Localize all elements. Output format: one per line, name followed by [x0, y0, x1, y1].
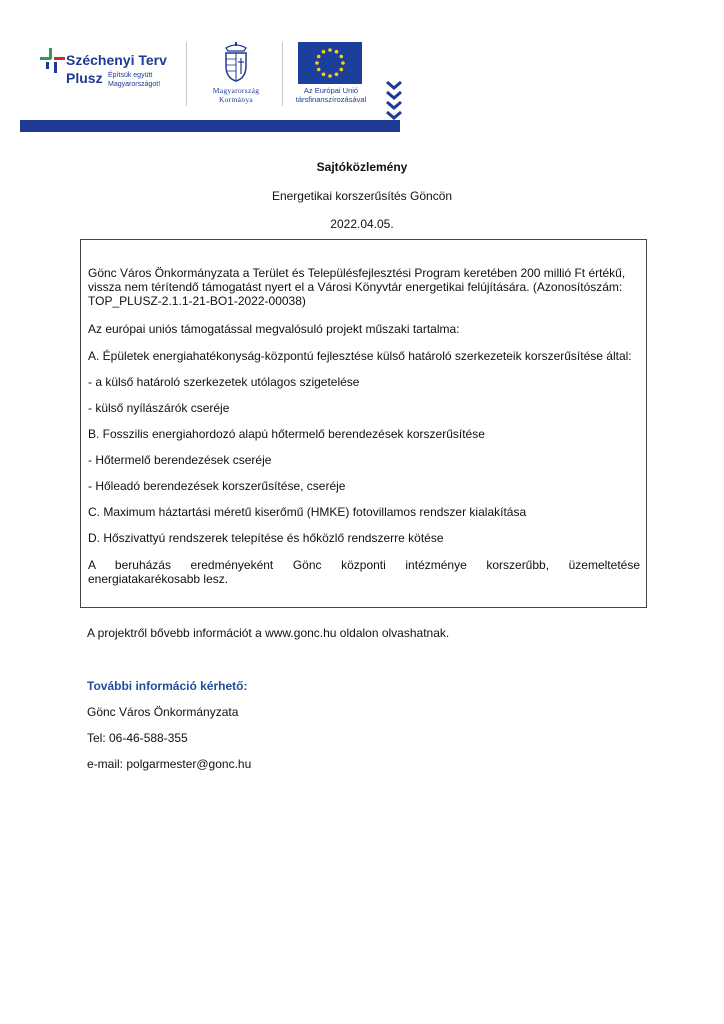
- list-item: - a külső határoló szerkezetek utólagos szigetelése: [88, 375, 360, 389]
- contact-email: e-mail: polgarmester@gonc.hu: [87, 757, 252, 771]
- document-subtitle: Energetikai korszerűsítés Göncön: [271, 189, 453, 203]
- contact-phone: Tel: 06-46-588-355: [87, 731, 188, 745]
- eu-label: [288, 86, 374, 104]
- kormany-line-2: Kormánya: [218, 95, 254, 104]
- list-item: - Hőtermelő berendezések cseréje: [88, 453, 272, 467]
- content-heading: Az európai uniós támogatással megvalósuló projekt műszaki tartalma:: [88, 322, 460, 336]
- eu-line-1: Az Európai Unió: [303, 86, 359, 95]
- contact-heading: További információ kérhető:: [87, 679, 248, 693]
- kormany-line-1: Magyarország: [212, 86, 260, 95]
- more-info-text: A projektről bővebb információt a www.gonc.hu oldalon olvashatnak.: [87, 626, 450, 640]
- eu-line-2: társfinanszírozásával: [295, 95, 367, 104]
- szechenyi-cross-icon: [38, 46, 68, 76]
- header-logos: [20, 28, 400, 132]
- szechenyi-plus: Plusz: [66, 70, 103, 86]
- hungarian-coat-of-arms-icon: [220, 42, 252, 82]
- list-item: - Hőleadó berendezések korszerűsítése, cseréje: [88, 479, 346, 493]
- logo-divider: [186, 42, 187, 106]
- document-title: Sajtóközlemény: [316, 160, 408, 174]
- list-item: B. Fosszilis energiahordozó alapú hőtermelő berendezések korszerűsítése: [88, 427, 485, 441]
- contact-organization: Gönc Város Önkormányzata: [87, 705, 239, 719]
- document-date: 2022.04.05.: [330, 217, 394, 231]
- chevron-stripes-icon: [386, 80, 402, 124]
- list-item: - külső nyílászárók cseréje: [88, 401, 230, 415]
- szechenyi-name: Széchenyi Terv: [66, 52, 167, 68]
- szechenyi-tagline: Építsük együtt Magyarországot!: [108, 72, 161, 88]
- list-item: A. Épületek energiahatékonyság-központú fejlesztése külső határoló szerkezeteik korszerűsítése által:: [88, 349, 632, 363]
- list-item: D. Hőszivattyú rendszerek telepítése és hőközlő rendszerre kötése: [88, 531, 444, 545]
- eu-flag-icon: [298, 42, 362, 84]
- intro-paragraph: Gönc Város Önkormányzata a Terület és Településfejlesztési Program keretében 200 millió Ft értékű, vissza nem térítendő támogatást nyert el a Városi Könyvtár energetikai felújítására. (Azonosítószám: TOP_PLUSZ-2.1.1-21-BO1-2022-00038): [88, 266, 626, 308]
- result-paragraph: A beruházás eredményeként Gönc központi intézménye korszerűbb, üzemeltetése energiatakarékosabb lesz.: [88, 558, 640, 586]
- kormany-label: [202, 86, 270, 104]
- list-item: C. Maximum háztartási méretű kiserőmű (HMKE) fotovillamos rendszer kialakítása: [88, 505, 527, 519]
- content-box: [80, 239, 647, 608]
- logo-divider: [282, 42, 283, 106]
- header-bar: [20, 120, 400, 132]
